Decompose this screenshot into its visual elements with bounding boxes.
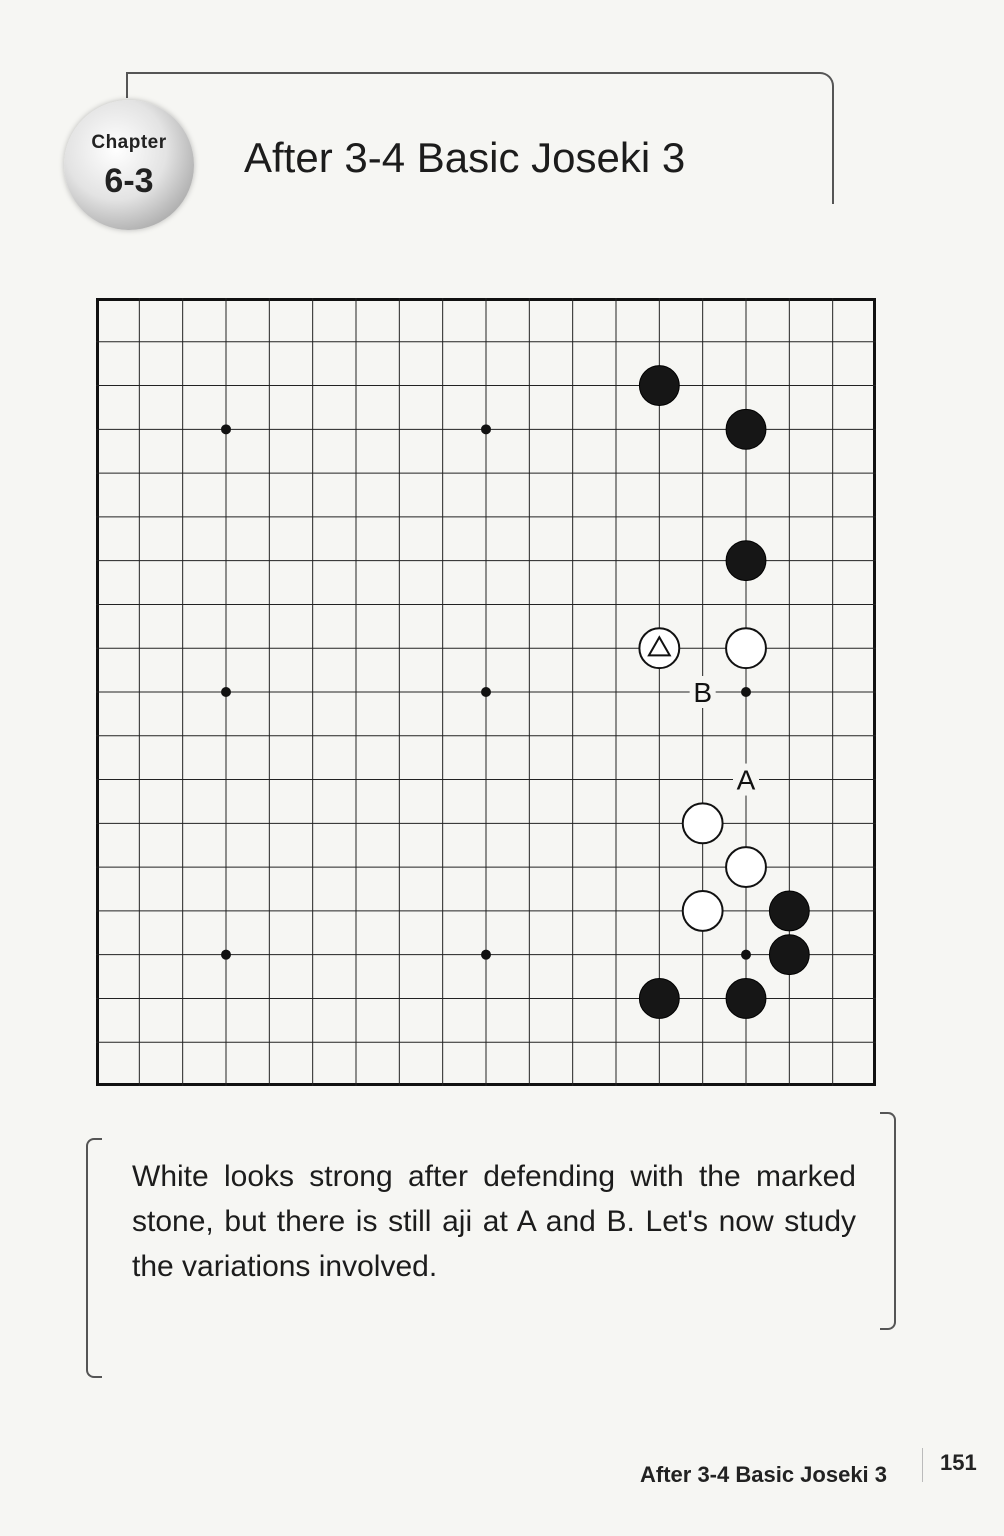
- white-stone: [639, 628, 679, 668]
- chapter-badge: [64, 100, 194, 230]
- black-stone: [726, 541, 766, 581]
- black-stone: [639, 366, 679, 406]
- header-frame-edge: [126, 72, 128, 98]
- go-board-diagram: [96, 298, 876, 1086]
- hoshi-point: [481, 424, 491, 434]
- caption-text: White looks strong after defending with the marked stone, but there is still aji at A and B. Let's now study the variations involved.: [132, 1160, 856, 1283]
- caption-box: [86, 1112, 896, 1374]
- caption-bracket-left: [86, 1138, 102, 1378]
- white-stone: [726, 628, 766, 668]
- running-footer-title: After 3-4 Basic Joseki 3: [640, 1462, 888, 1487]
- hoshi-point: [741, 687, 751, 697]
- hoshi-point: [741, 950, 751, 960]
- hoshi-point: [221, 424, 231, 434]
- footer-separator: [922, 1448, 923, 1482]
- white-stone: [683, 803, 723, 843]
- chapter-label: Chapter: [91, 132, 167, 153]
- black-stone: [726, 979, 766, 1019]
- go-board: [96, 298, 876, 1086]
- black-stone: [726, 409, 766, 449]
- page-title: After 3-4 Basic Joseki 3: [244, 134, 686, 181]
- black-stone: [769, 891, 809, 931]
- hoshi-point: [221, 950, 231, 960]
- hoshi-point: [481, 687, 491, 697]
- black-stone: [769, 935, 809, 975]
- caption-bracket-right: [880, 1112, 896, 1330]
- white-stone: [726, 847, 766, 887]
- point-label: A: [736, 764, 756, 796]
- hoshi-point: [481, 950, 491, 960]
- page-number: 151: [940, 1450, 977, 1475]
- point-label: B: [693, 677, 713, 708]
- chapter-number: 6-3: [104, 162, 154, 200]
- hoshi-point: [221, 687, 231, 697]
- white-stone: [683, 891, 723, 931]
- black-stone: [639, 979, 679, 1019]
